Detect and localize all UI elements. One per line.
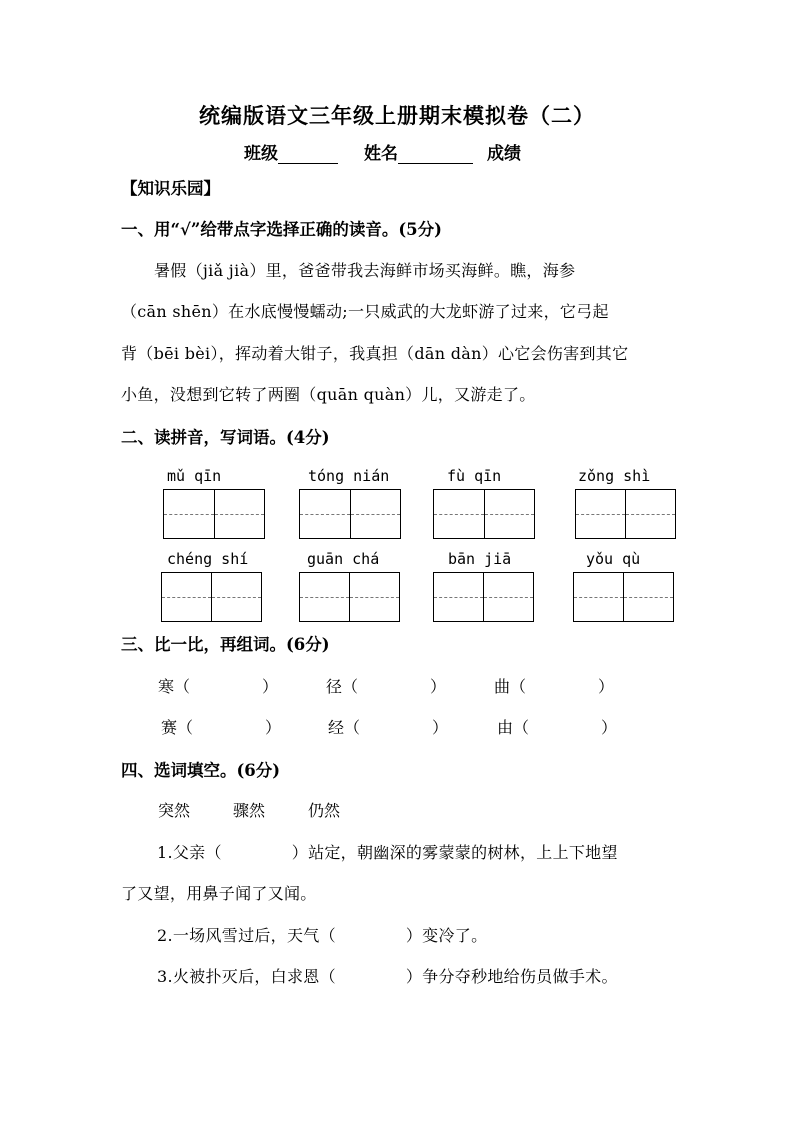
q1-line-1: 暑假（jiǎ jià）里，爸爸带我去海鲜市场买海鲜。瞧，海参	[154, 261, 576, 280]
compare-item	[494, 674, 614, 697]
q4-sentence-3: 3.火被扑灭后，白求恩（ ）争分夺秒地给伤员做手术。	[157, 967, 618, 986]
writing-grid[interactable]	[163, 489, 265, 539]
q4-heading: 四、选词填空。(6分)	[121, 761, 281, 780]
writing-grid[interactable]	[299, 489, 401, 539]
compare-item	[161, 715, 281, 738]
answer-blank[interactable]: （ ）	[342, 677, 447, 696]
class-label: 班级	[244, 144, 278, 164]
pinyin-label: guān chá	[307, 550, 380, 568]
grid-cell[interactable]	[626, 490, 675, 538]
compare-char: 由	[497, 718, 514, 737]
compare-item	[158, 674, 279, 697]
q3-heading: 三、比一比，再组词。(6分)	[121, 635, 330, 654]
compare-char: 寒	[158, 677, 175, 696]
grid-cell[interactable]	[212, 573, 261, 621]
answer-blank[interactable]: （ ）	[513, 718, 618, 737]
answer-blank[interactable]: （ ）	[174, 677, 279, 696]
grid-cell[interactable]	[215, 490, 265, 538]
score-field	[487, 139, 521, 164]
class-blank[interactable]	[278, 146, 338, 164]
word-option: 骤然	[233, 801, 266, 820]
grid-cell[interactable]	[351, 490, 401, 538]
q1-line-4: 小鱼，没想到它转了两圈（quān quàn）儿，又游走了。	[121, 385, 536, 404]
compare-item	[328, 715, 448, 738]
compare-item	[497, 715, 617, 738]
q1-line-3: 背（bēi bèi），挥动着大钳子，我真担（dān dàn）心它会伤害到其它	[121, 344, 629, 363]
name-label: 姓名	[364, 144, 398, 164]
q2-heading: 二、读拼音，写词语。(4分)	[121, 428, 330, 447]
grid-cell[interactable]	[624, 573, 673, 621]
writing-grid[interactable]	[433, 489, 535, 539]
compare-char: 赛	[161, 718, 178, 737]
pinyin-label: bān jiā	[448, 550, 512, 568]
grid-cell[interactable]	[300, 573, 350, 621]
grid-cell[interactable]	[434, 573, 484, 621]
score-label: 成绩	[487, 144, 521, 164]
pinyin-label: chéng shí	[167, 550, 249, 568]
grid-cell[interactable]	[162, 573, 212, 621]
pinyin-label: mǔ qīn	[167, 467, 222, 485]
name-blank[interactable]	[398, 146, 473, 164]
grid-cell[interactable]	[484, 573, 533, 621]
writing-grid[interactable]	[433, 572, 534, 622]
q4-sentence-1-cont: 了又望，用鼻子闻了又闻。	[121, 884, 317, 903]
pinyin-label: zǒng shì	[578, 467, 651, 485]
grid-cell[interactable]	[164, 490, 215, 538]
answer-blank[interactable]: （ ）	[344, 718, 449, 737]
word-option: 仍然	[308, 801, 341, 820]
writing-grid[interactable]	[575, 489, 676, 539]
q4-sentence-2: 2.一场风雪过后，天气（ ）变冷了。	[157, 926, 488, 945]
pinyin-label: tóng nián	[308, 467, 390, 485]
grid-cell[interactable]	[574, 573, 624, 621]
pinyin-label: yǒu qù	[586, 550, 641, 568]
word-option: 突然	[158, 801, 191, 820]
pinyin-label: fù qīn	[447, 467, 502, 485]
compare-char: 曲	[494, 677, 511, 696]
page-title: 统编版语文三年级上册期末模拟卷（二）	[199, 103, 595, 128]
compare-char: 经	[328, 718, 345, 737]
q4-sentence-1: 1.父亲（ ）站定，朝幽深的雾蒙蒙的树林，上上下地望	[157, 843, 618, 862]
answer-blank[interactable]: （ ）	[177, 718, 282, 737]
grid-cell[interactable]	[350, 573, 399, 621]
name-field	[364, 139, 473, 164]
q1-line-2: （cān shēn）在水底慢慢蠕动;一只威武的大龙虾游了过来，它弓起	[121, 302, 609, 321]
grid-cell[interactable]	[300, 490, 351, 538]
compare-item	[326, 674, 446, 697]
section-heading-knowledge: 【知识乐园】	[121, 179, 220, 198]
writing-grid[interactable]	[161, 572, 262, 622]
grid-cell[interactable]	[576, 490, 626, 538]
q1-heading: 一、用“√”给带点字选择正确的读音。(5分)	[121, 220, 442, 239]
grid-cell[interactable]	[485, 490, 535, 538]
grid-cell[interactable]	[434, 490, 485, 538]
answer-blank[interactable]: （ ）	[510, 677, 615, 696]
class-field	[244, 139, 338, 164]
writing-grid[interactable]	[299, 572, 400, 622]
compare-char: 径	[326, 677, 343, 696]
writing-grid[interactable]	[573, 572, 674, 622]
